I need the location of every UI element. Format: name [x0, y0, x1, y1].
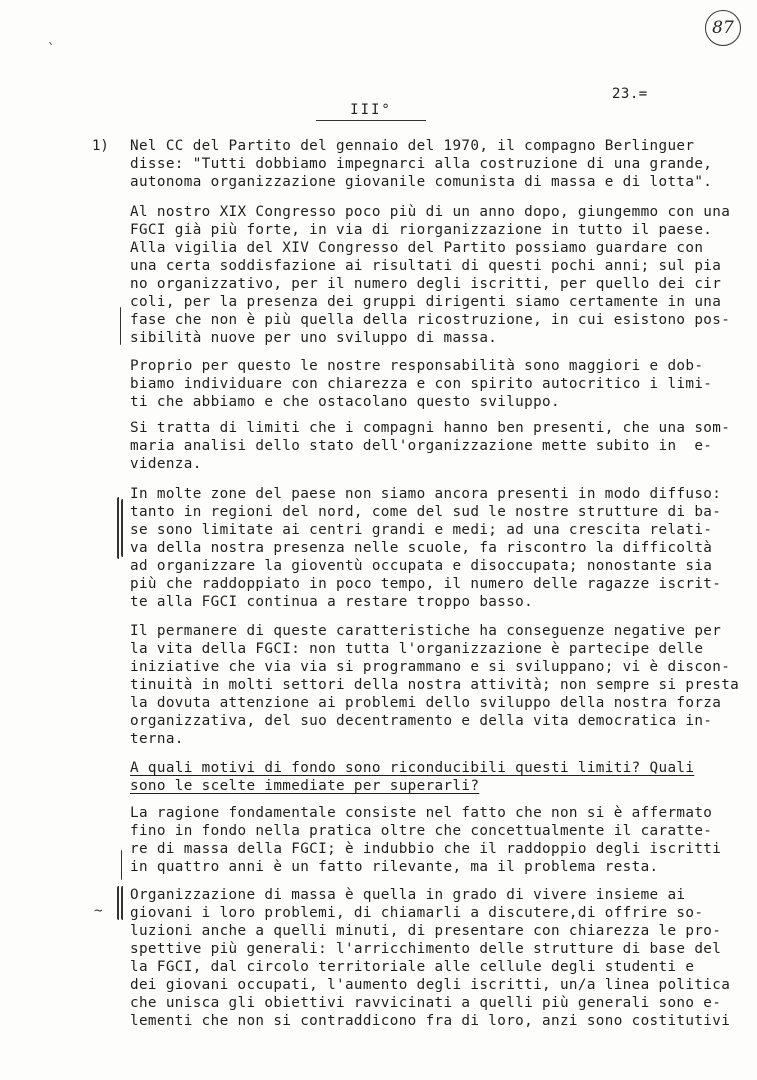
text-line: giovani i loro problemi, di chiamarli a discutere,di offrire so-: [130, 905, 704, 921]
text-line: iniziative che via via si programmano e si sviluppano; vi è discon-: [130, 659, 731, 675]
text-line: biamo individuare con chiarezza e con spirito autocritico i limi-: [130, 376, 713, 392]
text-line: la dovuta attenzione ai problemi dello sviluppo della nostra forza: [130, 695, 722, 711]
item-number: 1): [92, 138, 109, 154]
text-line: sono le scelte immediate per superarli?: [130, 778, 480, 794]
text-line: no organizzativo, per il numero degli iscritti, per quello dei cir: [130, 276, 722, 292]
text-line: Nel CC del Partito del gennaio del 1970, il compagno Berlinguer: [130, 138, 695, 154]
text-line: disse: "Tutti dobbiamo impegnarci alla costruzione di una grande,: [130, 156, 713, 172]
text-line: ad organizzare la gioventù occupata e disoccupata; nonostante sia: [130, 558, 713, 574]
text-line: FGCI già più forte, in via di riorganizzazione in tutto il paese.: [130, 222, 713, 238]
text-line: autonoma organizzazione giovanile comunista di massa e di lotta".: [130, 174, 713, 190]
text-line: fino in fondo nella pratica oltre che concettualmente il caratte-: [130, 823, 713, 839]
paragraph-1: [130, 137, 750, 191]
text-line: più che raddoppiato in poco tempo, il numero delle ragazze iscrit-: [130, 576, 722, 592]
paragraph-5: [130, 485, 750, 611]
text-line: fase che non è più quella della ricostruzione, in cui esistono pos-: [130, 312, 731, 328]
text-line: una certa soddisfazione ai risultati di questi pochi anni; sul pia: [130, 258, 722, 274]
page-stamp: [705, 10, 741, 46]
text-line: terna.: [130, 731, 184, 747]
text-line: Proprio per questo le nostre responsabilità sono maggiori e dob-: [130, 358, 704, 374]
paragraph-6: [130, 622, 750, 748]
text-line: spettive più generali: l'arricchimento delle strutture di base del: [130, 941, 722, 957]
text-line: la vita della FGCI: non tutta l'organizzazione è partecipe delle: [130, 641, 704, 657]
text-line: se sono limitate ai centri grandi e medi; ad una crescita relati-: [130, 522, 713, 538]
text-line: che unisca gli obiettivi ravvicinati a quelli più generali sono e-: [130, 995, 722, 1011]
paragraph-9: [130, 886, 750, 1030]
text-line: re di massa della FGCI; è indubbio che il raddoppio degli iscritti: [130, 841, 722, 857]
text-line: Organizzazione di massa è quella in grado di vivere insieme ai: [130, 887, 686, 903]
text-line: tinuità in molti settori della nostra attività; non sempre si presta: [130, 677, 740, 693]
text-line: ti che abbiamo e che ostacolano questo sviluppo.: [130, 394, 560, 410]
margin-bracket-mark: [117, 886, 119, 920]
text-line: in quattro anni è un fatto rilevante, ma il problema resta.: [130, 859, 659, 875]
text-line: La ragione fondamentale consiste nel fatto che non si è affermato: [130, 805, 713, 821]
text-line: dei giovani occupati, l'aumento degli iscritti, un/a linea politica: [130, 977, 731, 993]
text-line: Alla vigilia del XIV Congresso del Partito possiamo guardare con: [130, 240, 704, 256]
text-line: organizzativa, del suo decentramento e della vita democratica in-: [130, 713, 713, 729]
paragraph-8: [130, 804, 750, 876]
text-line: la FGCI, dal circolo territoriale alle cellule degli studenti e: [130, 959, 695, 975]
text-line: maria analisi dello stato dell'organizzazione mette subito in e-: [130, 438, 713, 454]
margin-dash-mark: ~: [94, 903, 103, 919]
margin-bracket-mark: [121, 886, 123, 920]
text-line: Il permanere di queste caratteristiche ha conseguenze negative per: [130, 623, 722, 639]
margin-bracket-mark: [121, 499, 123, 557]
text-line: sibilità nuove per uno sviluppo di massa.: [130, 330, 498, 346]
section-title: III°: [316, 102, 426, 121]
margin-bracket-mark: [120, 307, 121, 345]
text-line: te alla FGCI continua a restare troppo basso.: [130, 594, 534, 610]
text-line: tanto in regioni del nord, come del sud le nostre strutture di ba-: [130, 504, 722, 520]
text-line: va della nostra presenza nelle scuole, fa riscontro la difficoltà: [130, 540, 713, 556]
paragraph-4: [130, 419, 750, 473]
text-line: videnza.: [130, 456, 202, 472]
margin-bracket-mark: [121, 850, 122, 880]
margin-dot-mark: `: [47, 42, 56, 58]
question-paragraph: [130, 759, 750, 795]
text-line: lementi che non si contraddicono fra di loro, anzi sono costitutivi: [130, 1013, 731, 1029]
page-stamp-number: 87: [712, 18, 734, 38]
text-line: coli, per la presenza dei gruppi dirigenti siamo certamente in una: [130, 294, 722, 310]
paragraph-2: [130, 203, 750, 347]
text-line: Si tratta di limiti che i compagni hanno ben presenti, che una som-: [130, 420, 731, 436]
paragraph-3: [130, 357, 750, 411]
text-line: A quali motivi di fondo sono riconducibili questi limiti? Quali: [130, 760, 695, 776]
text-line: In molte zone del paese non siamo ancora presenti in modo diffuso:: [130, 486, 722, 502]
margin-bracket-mark: [117, 497, 119, 559]
page-number: 23.=: [612, 86, 648, 102]
text-line: luzioni anche a quelli minuti, di presentare con chiarezza le pro-: [130, 923, 722, 939]
text-line: Al nostro XIX Congresso poco più di un anno dopo, giungemmo con una: [130, 204, 731, 220]
